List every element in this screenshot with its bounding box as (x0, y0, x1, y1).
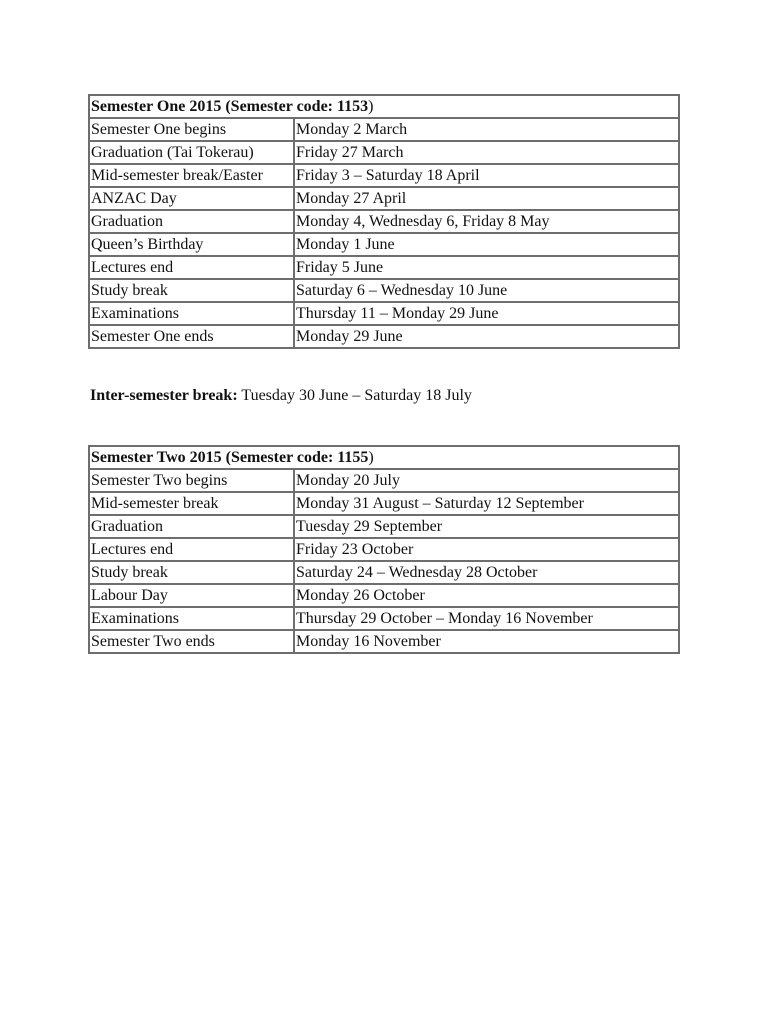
inter-semester-break-label: Inter-semester break: (90, 387, 238, 404)
table-row (89, 141, 679, 164)
event-cell: Semester Two begins (89, 469, 294, 492)
table-row (89, 492, 679, 515)
date-cell: Thursday 11 – Monday 29 June (294, 302, 679, 325)
event-cell: Graduation (89, 210, 294, 233)
event-cell: Semester Two ends (89, 630, 294, 653)
date-cell: Monday 29 June (294, 325, 679, 348)
inter-semester-break-value: Tuesday 30 June – Saturday 18 July (237, 387, 472, 404)
date-cell: Monday 20 July (294, 469, 679, 492)
table-row (89, 210, 679, 233)
date-cell: Monday 27 April (294, 187, 679, 210)
date-cell: Saturday 6 – Wednesday 10 June (294, 279, 679, 302)
table-row (89, 187, 679, 210)
semester-one-title-close: ) (368, 98, 374, 115)
date-cell: Tuesday 29 September (294, 515, 679, 538)
event-cell: Study break (89, 561, 294, 584)
event-cell: Mid-semester break/Easter (89, 164, 294, 187)
semester-two-title-text: Semester Two 2015 (Semester code: 1155 (91, 449, 369, 466)
date-cell: Monday 4, Wednesday 6, Friday 8 May (294, 210, 679, 233)
event-cell: Queen’s Birthday (89, 233, 294, 256)
date-cell: Saturday 24 – Wednesday 28 October (294, 561, 679, 584)
table-row (89, 279, 679, 302)
date-cell: Monday 16 November (294, 630, 679, 653)
table-row (89, 515, 679, 538)
semester-one-title-text: Semester One 2015 (Semester code: 1153 (91, 98, 369, 115)
date-cell: Friday 27 March (294, 141, 679, 164)
semester-one-header-row (89, 95, 679, 118)
table-row (89, 469, 679, 492)
date-cell: Monday 1 June (294, 233, 679, 256)
semester-two-table (88, 445, 680, 654)
event-cell: Lectures end (89, 538, 294, 561)
semester-one-table (88, 94, 680, 349)
event-cell: Graduation (89, 515, 294, 538)
table-row (89, 561, 679, 584)
date-cell: Monday 26 October (294, 584, 679, 607)
event-cell: ANZAC Day (89, 187, 294, 210)
table-row (89, 630, 679, 653)
table-row (89, 302, 679, 325)
event-cell: Lectures end (89, 256, 294, 279)
event-cell: Graduation (Tai Tokerau) (89, 141, 294, 164)
semester-two-header-row (89, 446, 679, 469)
table-row (89, 325, 679, 348)
table-row (89, 538, 679, 561)
semester-one-title (89, 95, 679, 118)
date-cell: Monday 2 March (294, 118, 679, 141)
inter-semester-break (90, 386, 472, 406)
table-row (89, 584, 679, 607)
event-cell: Mid-semester break (89, 492, 294, 515)
date-cell: Friday 3 – Saturday 18 April (294, 164, 679, 187)
semester-two-title (89, 446, 679, 469)
table-row (89, 233, 679, 256)
table-row (89, 607, 679, 630)
date-cell: Monday 31 August – Saturday 12 September (294, 492, 679, 515)
date-cell: Friday 23 October (294, 538, 679, 561)
event-cell: Examinations (89, 607, 294, 630)
table-row (89, 164, 679, 187)
table-row (89, 256, 679, 279)
event-cell: Labour Day (89, 584, 294, 607)
event-cell: Examinations (89, 302, 294, 325)
semester-two-title-close: ) (368, 449, 374, 466)
event-cell: Semester One ends (89, 325, 294, 348)
event-cell: Study break (89, 279, 294, 302)
table-row (89, 118, 679, 141)
event-cell: Semester One begins (89, 118, 294, 141)
date-cell: Thursday 29 October – Monday 16 November (294, 607, 679, 630)
date-cell: Friday 5 June (294, 256, 679, 279)
